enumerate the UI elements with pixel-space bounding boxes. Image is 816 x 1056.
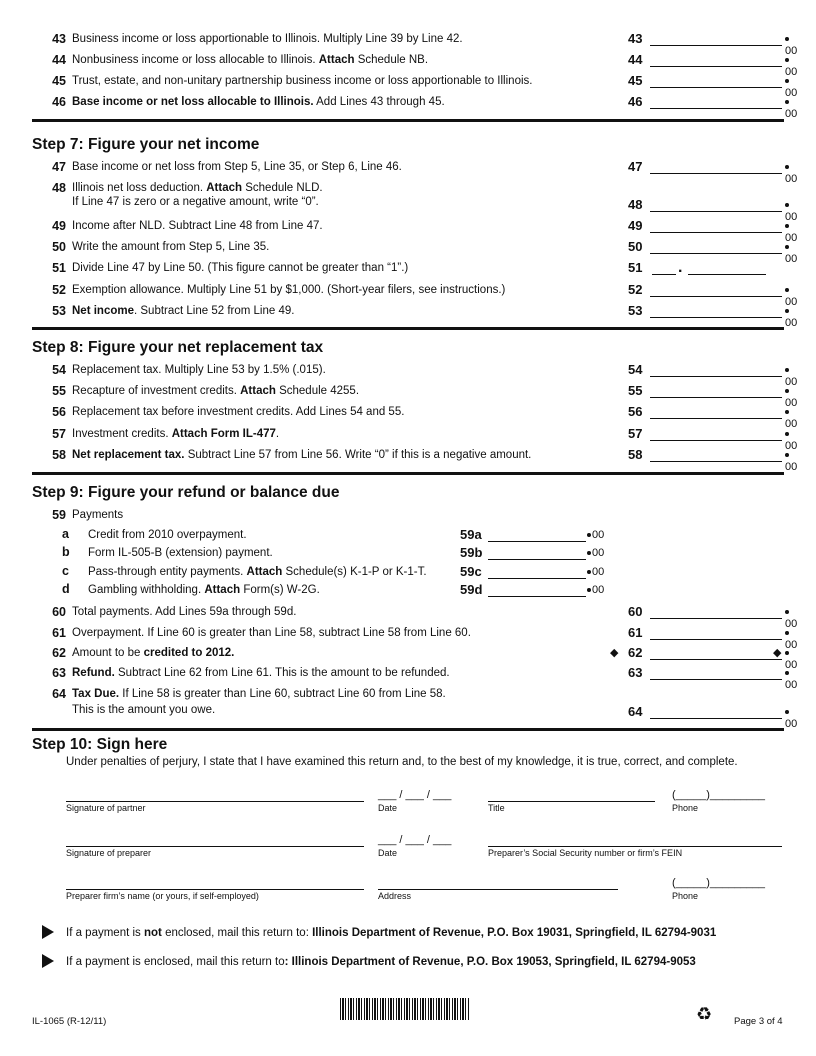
diamond-icon: ◆ — [610, 647, 619, 659]
perjury-statement: Under penalties of perjury, I state that I have examined this return and, to the best of my knowledge, it is true, correct, and complete. — [66, 756, 738, 768]
amount-field[interactable] — [650, 404, 782, 419]
line-60: 60 Total payments. Add Lines 59a through 59d. 60 00 — [52, 604, 798, 630]
line-61: 61 Overpayment. If Line 60 is greater than Line 58, subtract Line 58 from Line 60. 61 00 — [52, 625, 798, 651]
amount-field[interactable] — [650, 303, 782, 318]
amount-field[interactable] — [650, 159, 782, 174]
amount-field[interactable] — [650, 645, 782, 660]
divider — [32, 327, 784, 330]
title-field[interactable] — [488, 789, 655, 802]
amount-field[interactable] — [650, 383, 782, 398]
step8-title: Step 8: Figure your net replacement tax — [32, 339, 324, 356]
line-55: 55 Recapture of investment credits. Attach Schedule 4255. 55 00 — [52, 383, 798, 409]
amount-field[interactable] — [650, 94, 782, 109]
line-51: 51 Divide Line 47 by Line 50. (This figure cannot be greater than “1”.) 51 . — [32, 259, 784, 279]
line-50: 50 Write the amount from Step 5, Line 35. 50 00 — [52, 239, 798, 265]
diamond-icon: ◆ — [773, 647, 782, 659]
line-43: 43 Business income or loss apportionable to Illinois. Multiply Line 39 by Line 42. 43 00 — [52, 31, 798, 57]
divider — [32, 119, 784, 122]
line-49: 49 Income after NLD. Subtract Line 48 from Line 47. 49 00 — [52, 218, 798, 244]
amount-field[interactable] — [650, 73, 782, 88]
ssn-fein-field[interactable] — [488, 834, 782, 847]
amount-field[interactable] — [488, 564, 586, 579]
page-number: Page 3 of 4 — [734, 1016, 783, 1027]
divider — [32, 472, 784, 475]
line-53: 53 Net income. Subtract Line 52 from Line 49. 53 00 — [52, 303, 798, 329]
phone-field[interactable]: (_____)_________ — [672, 877, 765, 889]
amount-field[interactable] — [650, 665, 782, 680]
amount-field[interactable] — [488, 545, 586, 560]
step9-title: Step 9: Figure your refund or balance due — [32, 484, 340, 501]
recycle-icon: ♻ — [696, 1004, 713, 1024]
firm-name-field[interactable] — [66, 877, 364, 890]
line-54: 54 Replacement tax. Multiply Line 53 by 1.5% (.015). 54 00 — [52, 362, 798, 388]
phone-field[interactable]: (_____)_________ — [672, 789, 765, 801]
amount-field[interactable] — [650, 447, 782, 462]
barcode — [340, 998, 470, 1020]
amount-field[interactable] — [650, 426, 782, 441]
divider — [32, 728, 784, 731]
line-52: 52 Exemption allowance. Multiply Line 51 by $1,000. (Short-year filers, see instructions.) 52 00 — [52, 282, 798, 308]
line-44: 44 Nonbusiness income or loss allocable to Illinois. Attach Schedule NB. 44 00 — [52, 52, 798, 78]
amount-field[interactable] — [488, 582, 586, 597]
amount-field[interactable] — [650, 31, 782, 46]
line-64: 64 Tax Due. If Line 58 is greater than Line 60, subtract Line 60 from Line 58. This is the amount you owe. — [52, 687, 446, 716]
date-field[interactable]: ___ / ___ / ___ — [378, 834, 452, 846]
form-page: 43 Business income or loss apportionable to Illinois. Multiply Line 39 by Line 42. 43 00 44 Nonbusiness income or loss allocable to Illinois. Attach Schedule NB. 44 00 45 Trust, estate, and non-unitary partnership business income or loss apportionable to Illinois. 45 00 46 Base income or net loss allocable to Illinois. Add Lines 43 through 45. 46 00 Step 7: Figure your net income 47 Base income or net loss from Step 5, Line 35, or Step 6, Line 46. 47 00 48 Illinois net loss deduction. Attach Schedule NLD. If Line 47 is zero or a negative amount, write “0”. 48 00 49 Income after NLD. Subtract Line 48 from Line 47. 49 00 50 Write the amount from Step 5, Line 35. 50 00 51 Divide Line 47 by Line 50. (This figure cannot be greater than “1”.) 51 . 52 Exemption allowance. Multiply Line 51 by $1,000. (Short-year filers, see instructions.) 52 00 53 Net income. Subtract Line 52 from Line 49. 53 00 Step 8: Figure your net replacement tax 54 Replacement tax. Multiply Line 53 by 1.5% (.015). 54 00 55 Recapture of investment credits. Attach Schedule 4255. 55 00 56 Replacement tax before investment credits. Add Lines 54 and 55. 56 00 57 Investment credits. Attach Form IL-477. 57 00 58 Net replacement tax. Subtract Line 57 from Line 56. Write “0” if this is a negative amount. 58 00 Step 9: Figure your refund or balance due 59 Payments a Credit from 2010 overpayment. 59a 00 b Form IL-505-B (extension) payment. 59b 00 c Pass-through entity payments. Attach Schedule(s) K-1-P or K-1-T. 59c 00 d Gambling withholding. Attach Form(s) W-2G. 59d 00 60 Total payments. Add Lines 59a through 59d. 60 00 61 Overpayment. If Line 60 is greater than Line 58, subtract Line 58 from Line 60. 61 00 62 Amount to be credited to 2012. ◆ 62 00 ◆ 63 Refund. Subtract Line 62 from Line 61. This is the amount to be refunded. 63 00 64 Tax Due. If Line 58 is greater than Line 60, subtract Line 60 from Line 58. This is the amount you owe. 64 00 Step 10: Sign here Under penalties of perjury, I state that I have examined this return and, to the best of my knowledge, it is true, correct, and complete. Signature of partner ___ / ___ / ___ Date Title (_____)_________ Phone Signature of preparer ___ / ___ / ___ Date Preparer’s Social Security number or firm’s FEIN Preparer firm’s name (or yours, if self-employed) Address (_____)_________ Phone If a payment is not enclosed, mail this return to: Illinois Department of Revenue, P.O. Box 19031, Springfield, IL 62794-9031 If a payment is enclosed, mail this return to: Illinois Department of Revenue, P.O. Box 19053, Springfield, IL 62794-9053 IL-1065 (R-12/11) ♻ Page 3 of 4 — [32, 31, 798, 1027]
arrow-icon — [42, 954, 54, 968]
step10-title: Step 10: Sign here — [32, 736, 168, 753]
amount-field[interactable] — [650, 704, 782, 719]
line-48-amount: 48 00 — [628, 197, 798, 223]
line-62: 62 Amount to be credited to 2012. ◆ 62 00 — [52, 645, 798, 671]
line-47: 47 Base income or net loss from Step 5, Line 35, or Step 6, Line 46. 47 00 — [52, 159, 798, 185]
line-57: 57 Investment credits. Attach Form IL-477. 57 00 — [52, 426, 798, 452]
line-59: 59 Payments — [52, 508, 124, 522]
amount-field[interactable] — [488, 527, 586, 542]
amount-field[interactable] — [650, 197, 782, 212]
line-46: 46 Base income or net loss allocable to Illinois. Add Lines 43 through 45. 46 00 — [52, 94, 798, 120]
line-58: 58 Net replacement tax. Subtract Line 57 from Line 56. Write “0” if this is a negative amount. 58 00 — [52, 447, 798, 473]
mail-instruction-no-payment: If a payment is not enclosed, mail this return to: Illinois Department of Revenue, P.O. Box 19031, Springfield, IL 62794-9031 — [66, 927, 717, 939]
date-field[interactable]: ___ / ___ / ___ — [378, 789, 452, 801]
mail-instruction-payment: If a payment is enclosed, mail this return to: Illinois Department of Revenue, P.O. Box 19053, Springfield, IL 62794-9053 — [66, 956, 696, 968]
amount-field[interactable] — [650, 625, 782, 640]
ratio-decimal-field[interactable] — [688, 260, 766, 275]
amount-field[interactable] — [650, 282, 782, 297]
step7-title: Step 7: Figure your net income — [32, 136, 260, 153]
address-field[interactable] — [378, 877, 618, 890]
line-45: 45 Trust, estate, and non-unitary partnership business income or loss apportionable to Illinois. 45 00 — [52, 73, 798, 99]
amount-field[interactable] — [650, 218, 782, 233]
line-63: 63 Refund. Subtract Line 62 from Line 61. This is the amount to be refunded. 63 00 — [52, 665, 798, 691]
amount-field[interactable] — [650, 52, 782, 67]
partner-signature-field[interactable] — [66, 789, 364, 802]
form-number: IL-1065 (R-12/11) — [32, 1016, 107, 1027]
amount-field[interactable] — [650, 239, 782, 254]
line-56: 56 Replacement tax before investment credits. Add Lines 54 and 55. 56 00 — [52, 404, 798, 430]
arrow-icon — [42, 925, 54, 939]
line-48: 48 Illinois net loss deduction. Attach Schedule NLD. If Line 47 is zero or a negative amount, write “0”. — [52, 181, 323, 208]
amount-field[interactable] — [650, 362, 782, 377]
ratio-whole-field[interactable] — [652, 260, 676, 275]
amount-field[interactable] — [650, 604, 782, 619]
preparer-signature-field[interactable] — [66, 834, 364, 847]
line-64-amount: 64 00 — [628, 704, 798, 730]
